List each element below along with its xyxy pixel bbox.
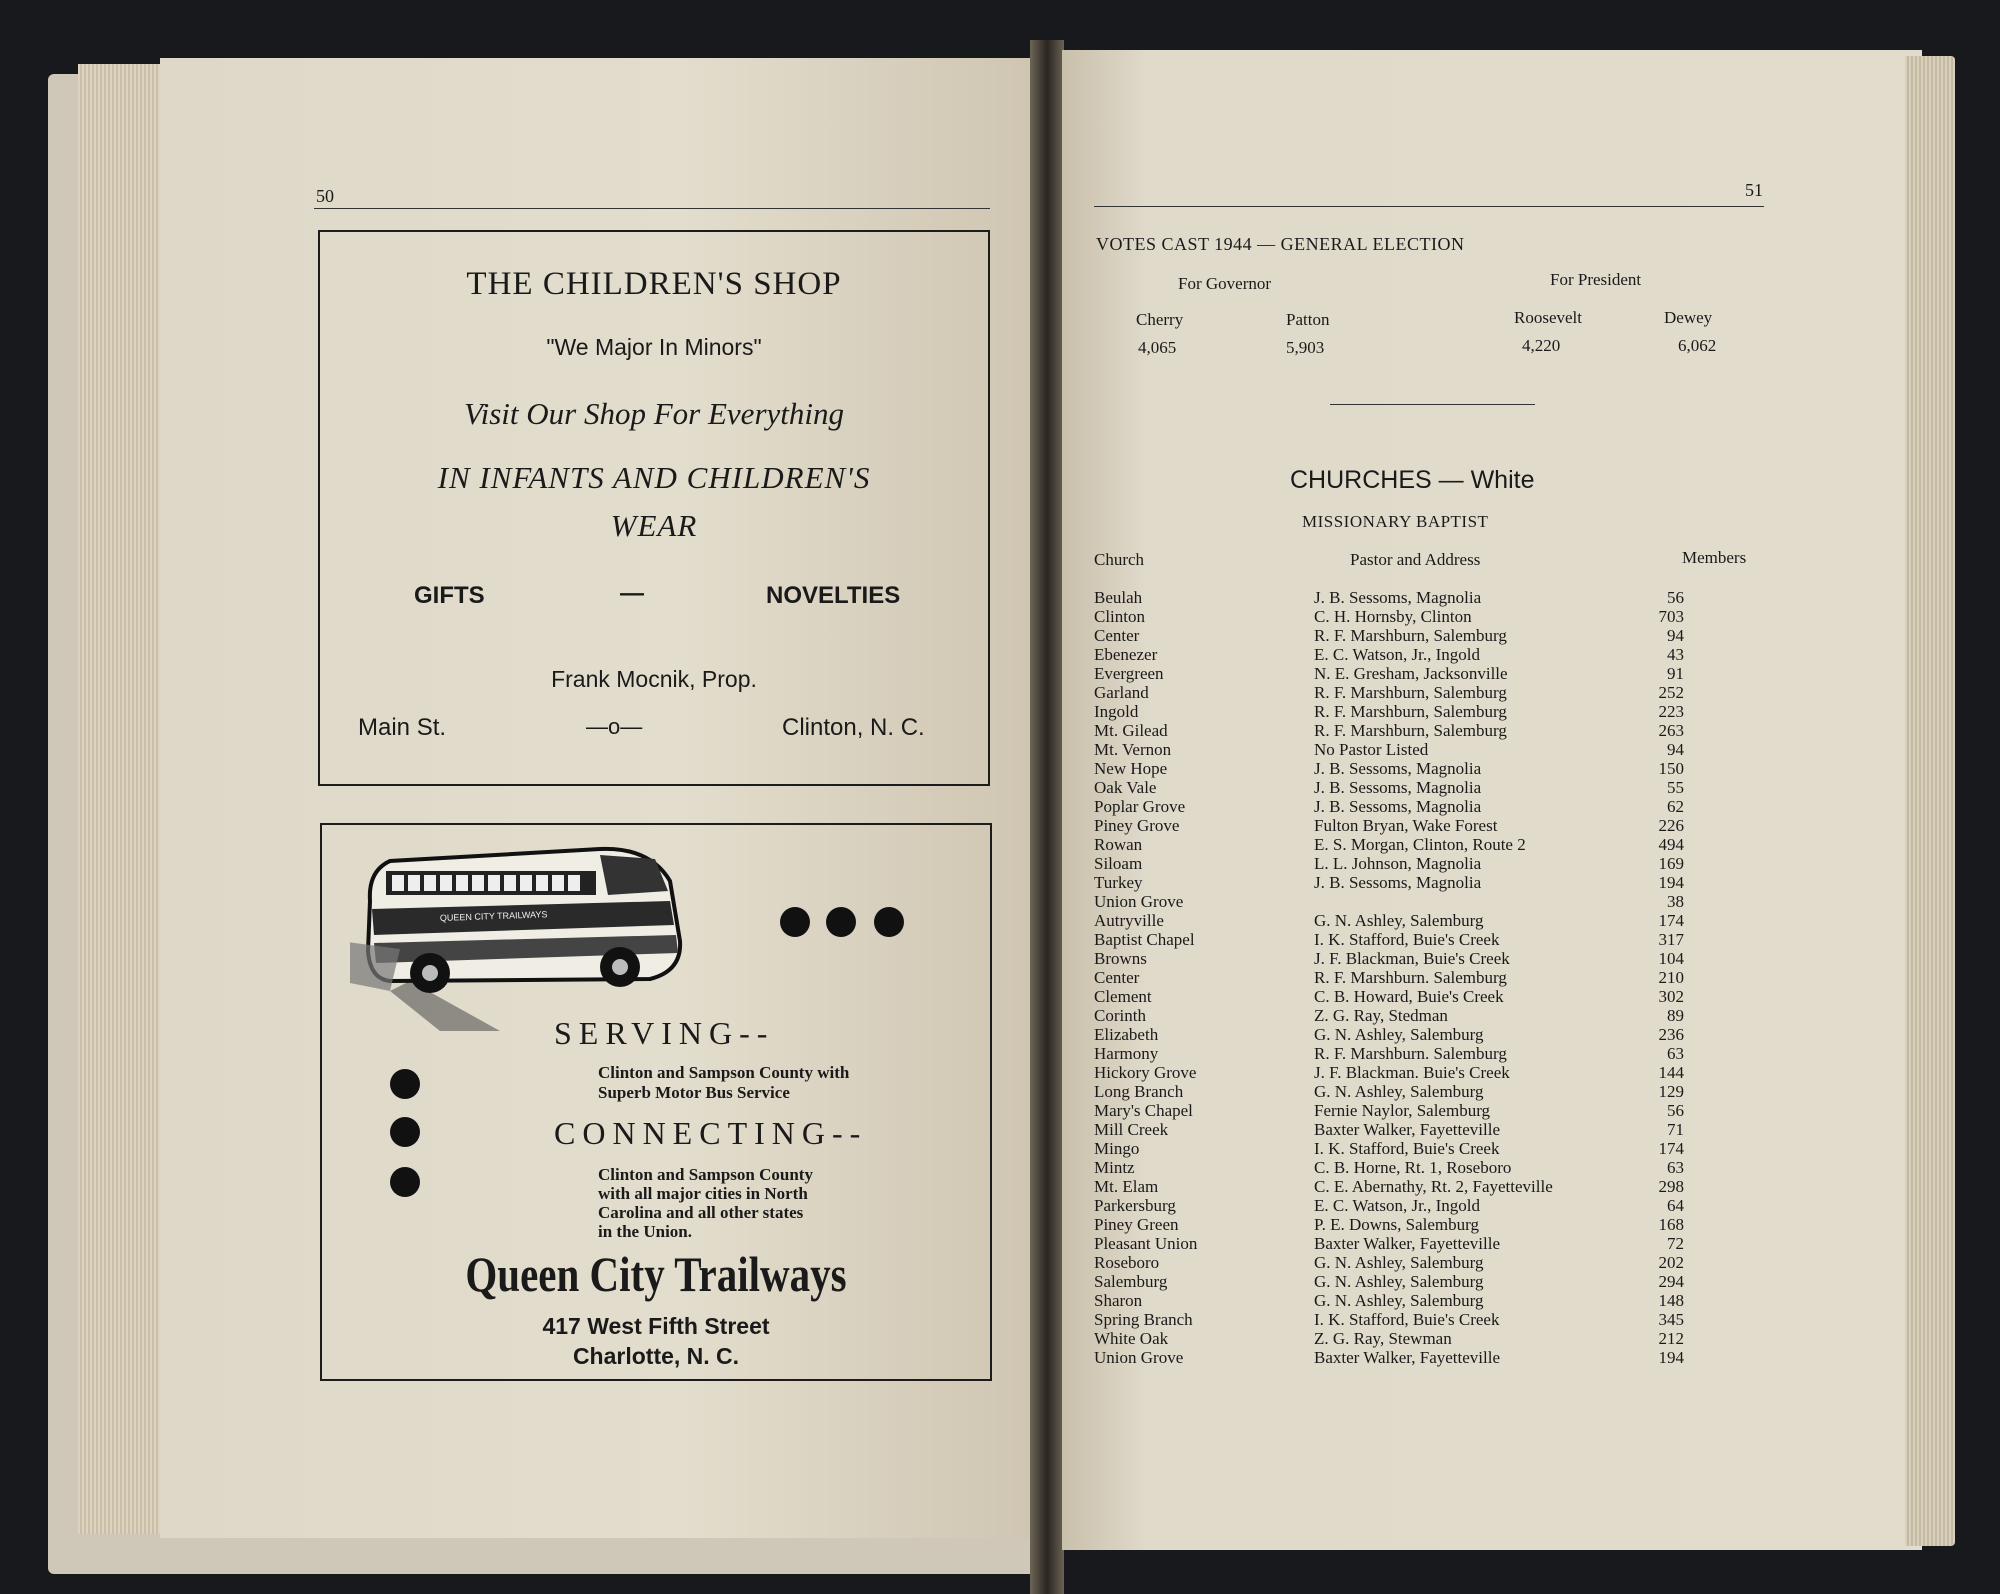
table-row xyxy=(1094,1253,1794,1272)
church-name: White Oak xyxy=(1094,1329,1169,1348)
candidate-name: Cherry xyxy=(1136,310,1184,329)
pastor-address: J. B. Sessoms, Magnolia xyxy=(1314,797,1482,816)
page-edges-left xyxy=(78,64,168,1534)
church-name: New Hope xyxy=(1094,759,1168,778)
pastor-address: R. F. Marshburn. Salemburg xyxy=(1314,968,1507,987)
company-address: 417 West Fifth Street xyxy=(542,1313,770,1339)
page-number: 50 xyxy=(316,186,334,206)
member-count: 148 xyxy=(1658,1291,1684,1310)
member-count: 345 xyxy=(1658,1310,1684,1329)
table-row xyxy=(1094,607,1794,626)
table-row xyxy=(1094,740,1794,759)
table-row xyxy=(1094,930,1794,949)
connecting-line1: Clinton and Sampson County xyxy=(598,1165,813,1184)
ad-street: Main St. xyxy=(358,714,447,741)
member-count: 168 xyxy=(1658,1215,1684,1234)
book-gutter xyxy=(1030,40,1064,1594)
pastor-address: R. F. Marshburn, Salemburg xyxy=(1314,683,1507,702)
pastor-address: G. N. Ashley, Salemburg xyxy=(1314,1291,1484,1310)
ad-city: Clinton, N. C. xyxy=(782,714,925,741)
table-row xyxy=(1094,721,1794,740)
church-name: Sharon xyxy=(1094,1291,1143,1310)
table-row xyxy=(1094,626,1794,645)
pastor-address: R. F. Marshburn, Salemburg xyxy=(1314,626,1507,645)
pastor-address: P. E. Downs, Salemburg xyxy=(1314,1215,1479,1234)
candidate-name: Roosevelt xyxy=(1514,308,1582,327)
pastor-address: Baxter Walker, Fayetteville xyxy=(1314,1348,1500,1367)
dot-ornament xyxy=(874,907,904,937)
pastor-address: J. B. Sessoms, Magnolia xyxy=(1314,588,1482,607)
col-church: Church xyxy=(1094,550,1145,569)
connecting-heading: CONNECTING-- xyxy=(554,1115,868,1151)
table-row xyxy=(1094,1006,1794,1025)
pastor-address: I. K. Stafford, Buie's Creek xyxy=(1314,1310,1500,1329)
serving-heading: SERVING-- xyxy=(554,1015,775,1051)
pastor-address: G. N. Ashley, Salemburg xyxy=(1314,1253,1484,1272)
pastor-address: C. B. Howard, Buie's Creek xyxy=(1314,987,1504,1006)
church-name: Garland xyxy=(1094,683,1149,702)
member-count: 210 xyxy=(1658,968,1684,987)
pastor-address: G. N. Ashley, Salemburg xyxy=(1314,911,1484,930)
church-name: Union Grove xyxy=(1094,892,1184,911)
candidate-name: Patton xyxy=(1286,310,1330,329)
ad-line-infants: IN INFANTS AND CHILDREN'S xyxy=(437,460,871,495)
member-count: 302 xyxy=(1658,987,1684,1006)
ad-novelties: NOVELTIES xyxy=(766,582,901,609)
ad-slogan: "We Major In Minors" xyxy=(546,334,762,360)
church-name: Rowan xyxy=(1094,835,1143,854)
connecting-line2: with all major cities in North xyxy=(598,1184,808,1203)
church-name: Beulah xyxy=(1094,588,1143,607)
church-name: Baptist Chapel xyxy=(1094,930,1195,949)
member-count: 252 xyxy=(1658,683,1684,702)
pastor-address: G. N. Ashley, Salemburg xyxy=(1314,1025,1484,1044)
member-count: 104 xyxy=(1658,949,1684,968)
bus-illustration xyxy=(350,831,700,1031)
pastor-address: E. C. Watson, Jr., Ingold xyxy=(1314,1196,1480,1215)
dot-ornament xyxy=(390,1117,420,1147)
dot-ornament xyxy=(390,1069,420,1099)
member-count: 94 xyxy=(1667,626,1684,645)
dot-ornament xyxy=(826,907,856,937)
ad-line-visit: Visit Our Shop For Everything xyxy=(464,396,844,431)
church-name: Autryville xyxy=(1094,911,1164,930)
pastor-address: E. C. Watson, Jr., Ingold xyxy=(1314,645,1480,664)
table-row xyxy=(1094,1177,1794,1196)
member-count: 72 xyxy=(1667,1234,1684,1253)
pastor-address: J. F. Blackman, Buie's Creek xyxy=(1314,949,1510,968)
candidate-votes: 6,062 xyxy=(1678,336,1717,355)
pastor-address: Z. G. Ray, Stewman xyxy=(1314,1329,1452,1348)
pastor-address: G. N. Ashley, Salemburg xyxy=(1314,1272,1484,1291)
pastor-address: N. E. Gresham, Jacksonville xyxy=(1314,664,1508,683)
candidate-votes: 4,065 xyxy=(1138,338,1177,357)
church-name: Center xyxy=(1094,626,1140,645)
table-row xyxy=(1094,1310,1794,1329)
church-name: Turkey xyxy=(1094,873,1143,892)
ad-dash: — xyxy=(620,580,644,607)
member-count: 91 xyxy=(1667,664,1684,683)
church-name: Roseboro xyxy=(1094,1253,1160,1272)
church-name: Mill Creek xyxy=(1094,1120,1169,1139)
company-city: Charlotte, N. C. xyxy=(572,1343,740,1369)
president-label: For President xyxy=(1550,270,1642,289)
member-count: 64 xyxy=(1667,1196,1684,1215)
table-row xyxy=(1094,949,1794,968)
member-count: 56 xyxy=(1667,1101,1684,1120)
table-row xyxy=(1094,854,1794,873)
pastor-address: J. F. Blackman. Buie's Creek xyxy=(1314,1063,1510,1082)
church-name: Mt. Gilead xyxy=(1094,721,1168,740)
pastor-address: I. K. Stafford, Buie's Creek xyxy=(1314,930,1500,949)
member-count: 38 xyxy=(1667,892,1684,911)
table-row xyxy=(1094,645,1794,664)
company-name: Queen City Trailways xyxy=(465,1246,847,1302)
table-row xyxy=(1094,1044,1794,1063)
table-row xyxy=(1094,1120,1794,1139)
pastor-address: Z. G. Ray, Stedman xyxy=(1314,1006,1448,1025)
church-name: Mary's Chapel xyxy=(1094,1101,1193,1120)
member-count: 317 xyxy=(1658,930,1684,949)
church-name: Elizabeth xyxy=(1094,1025,1159,1044)
church-name: Ingold xyxy=(1094,702,1139,721)
table-row xyxy=(1094,1158,1794,1177)
candidate-votes: 5,903 xyxy=(1286,338,1325,357)
pastor-address: J. B. Sessoms, Magnolia xyxy=(1314,759,1482,778)
church-name: Mt. Vernon xyxy=(1094,740,1172,759)
pastor-address: C. E. Abernathy, Rt. 2, Fayetteville xyxy=(1314,1177,1553,1196)
church-name: Hickory Grove xyxy=(1094,1063,1197,1082)
pastor-address: R. F. Marshburn, Salemburg xyxy=(1314,702,1507,721)
header-rule xyxy=(314,208,990,209)
member-count: 202 xyxy=(1658,1253,1684,1272)
pastor-address: J. B. Sessoms, Magnolia xyxy=(1314,873,1482,892)
pastor-address: L. L. Johnson, Magnolia xyxy=(1314,854,1482,873)
church-name: Ebenezer xyxy=(1094,645,1158,664)
church-name: Mt. Elam xyxy=(1094,1177,1159,1196)
church-name: Mingo xyxy=(1094,1139,1140,1158)
member-count: 71 xyxy=(1667,1120,1684,1139)
church-name: Clinton xyxy=(1094,607,1146,626)
table-row xyxy=(1094,1234,1794,1253)
table-row xyxy=(1094,664,1794,683)
col-members: Members xyxy=(1682,548,1747,567)
table-row xyxy=(1094,778,1794,797)
trailways-ad xyxy=(320,823,992,1381)
table-row xyxy=(1094,702,1794,721)
pastor-address: G. N. Ashley, Salemburg xyxy=(1314,1082,1484,1101)
church-name: Pleasant Union xyxy=(1094,1234,1198,1253)
serving-line1: Clinton and Sampson County with xyxy=(598,1063,850,1082)
connecting-line3: Carolina and all other states xyxy=(598,1203,804,1222)
pastor-address: No Pastor Listed xyxy=(1314,740,1429,759)
childrens-shop-ad xyxy=(318,230,990,786)
page-number: 51 xyxy=(1745,180,1763,200)
denomination-heading: MISSIONARY BAPTIST xyxy=(1302,512,1489,531)
votes-heading: VOTES CAST 1944 — GENERAL ELECTION xyxy=(1096,234,1465,254)
table-row xyxy=(1094,987,1794,1006)
church-name: Salemburg xyxy=(1094,1272,1168,1291)
pastor-address: Fernie Naylor, Salemburg xyxy=(1314,1101,1491,1120)
church-name: Clement xyxy=(1094,987,1152,1006)
col-pastor: Pastor and Address xyxy=(1350,550,1481,569)
member-count: 43 xyxy=(1667,645,1684,664)
right-page xyxy=(1062,50,1922,1550)
church-name: Harmony xyxy=(1094,1044,1159,1063)
table-row xyxy=(1094,892,1794,911)
ad-separator: —o— xyxy=(586,714,643,739)
table-row xyxy=(1094,1215,1794,1234)
dot-ornament xyxy=(780,907,810,937)
ad-gifts: GIFTS xyxy=(414,582,485,609)
church-name: Oak Vale xyxy=(1094,778,1157,797)
table-row xyxy=(1094,1196,1794,1215)
church-name: Corinth xyxy=(1094,1006,1146,1025)
table-row xyxy=(1094,1082,1794,1101)
member-count: 63 xyxy=(1667,1044,1684,1063)
church-name: Siloam xyxy=(1094,854,1143,873)
member-count: 226 xyxy=(1658,816,1684,835)
pastor-address: E. S. Morgan, Clinton, Route 2 xyxy=(1314,835,1526,854)
table-row xyxy=(1094,816,1794,835)
table-row xyxy=(1094,1139,1794,1158)
churches-heading: CHURCHES — White xyxy=(1290,466,1535,494)
table-row xyxy=(1094,1025,1794,1044)
pastor-address: C. H. Hornsby, Clinton xyxy=(1314,607,1472,626)
table-row xyxy=(1094,911,1794,930)
church-name: Mintz xyxy=(1094,1158,1135,1177)
governor-label: For Governor xyxy=(1178,274,1272,293)
church-name: Long Branch xyxy=(1094,1082,1184,1101)
member-count: 174 xyxy=(1658,1139,1684,1158)
member-count: 89 xyxy=(1667,1006,1684,1025)
candidate-name: Dewey xyxy=(1664,308,1713,327)
church-name: Piney Green xyxy=(1094,1215,1179,1234)
church-name: Union Grove xyxy=(1094,1348,1184,1367)
table-row xyxy=(1094,1291,1794,1310)
pastor-address: Baxter Walker, Fayetteville xyxy=(1314,1234,1500,1253)
church-table xyxy=(1094,588,1794,1448)
member-count: 169 xyxy=(1658,854,1684,873)
pastor-address: Baxter Walker, Fayetteville xyxy=(1314,1120,1500,1139)
dot-ornament xyxy=(390,1167,420,1197)
table-row xyxy=(1094,588,1794,607)
member-count: 194 xyxy=(1658,1348,1684,1367)
pastor-address: Fulton Bryan, Wake Forest xyxy=(1314,816,1498,835)
table-row xyxy=(1094,1329,1794,1348)
member-count: 263 xyxy=(1658,721,1684,740)
pastor-address: R. F. Marshburn, Salemburg xyxy=(1314,721,1507,740)
member-count: 144 xyxy=(1658,1063,1684,1082)
church-name: Evergreen xyxy=(1094,664,1164,683)
section-rule xyxy=(1330,404,1535,405)
member-count: 223 xyxy=(1658,702,1684,721)
table-row xyxy=(1094,1272,1794,1291)
member-count: 63 xyxy=(1667,1158,1684,1177)
church-name: Browns xyxy=(1094,949,1147,968)
candidate-votes: 4,220 xyxy=(1522,336,1561,355)
member-count: 494 xyxy=(1658,835,1684,854)
pastor-address: I. K. Stafford, Buie's Creek xyxy=(1314,1139,1500,1158)
member-count: 55 xyxy=(1667,778,1684,797)
member-count: 174 xyxy=(1658,911,1684,930)
member-count: 56 xyxy=(1667,588,1684,607)
church-name: Parkersburg xyxy=(1094,1196,1176,1215)
church-name: Poplar Grove xyxy=(1094,797,1186,816)
ad-proprietor: Frank Mocnik, Prop. xyxy=(551,666,757,692)
pastor-address: C. B. Horne, Rt. 1, Roseboro xyxy=(1314,1158,1512,1177)
member-count: 194 xyxy=(1658,873,1684,892)
table-row xyxy=(1094,683,1794,702)
table-row xyxy=(1094,1063,1794,1082)
connecting-line4: in the Union. xyxy=(598,1222,692,1241)
church-name: Spring Branch xyxy=(1094,1310,1193,1329)
member-count: 298 xyxy=(1658,1177,1684,1196)
left-page xyxy=(160,58,1030,1538)
member-count: 294 xyxy=(1658,1272,1684,1291)
header-rule xyxy=(1094,206,1764,207)
table-row xyxy=(1094,1101,1794,1120)
bus-banner-text: QUEEN CITY TRAILWAYS xyxy=(439,909,548,923)
member-count: 150 xyxy=(1658,759,1684,778)
church-name: Center xyxy=(1094,968,1140,987)
page-edges-right xyxy=(1905,56,1955,1546)
ad-title: THE CHILDREN'S SHOP xyxy=(466,266,842,302)
member-count: 236 xyxy=(1658,1025,1684,1044)
table-row xyxy=(1094,835,1794,854)
church-name: Piney Grove xyxy=(1094,816,1180,835)
pastor-address: R. F. Marshburn. Salemburg xyxy=(1314,1044,1507,1063)
member-count: 94 xyxy=(1667,740,1684,759)
member-count: 703 xyxy=(1658,607,1684,626)
table-row xyxy=(1094,873,1794,892)
member-count: 212 xyxy=(1658,1329,1684,1348)
serving-line2: Superb Motor Bus Service xyxy=(598,1083,790,1102)
table-row xyxy=(1094,968,1794,987)
table-row xyxy=(1094,1348,1794,1367)
table-row xyxy=(1094,797,1794,816)
ad-line-wear: WEAR xyxy=(610,508,698,543)
member-count: 62 xyxy=(1667,797,1684,816)
table-row xyxy=(1094,759,1794,778)
member-count: 129 xyxy=(1658,1082,1684,1101)
pastor-address: J. B. Sessoms, Magnolia xyxy=(1314,778,1482,797)
